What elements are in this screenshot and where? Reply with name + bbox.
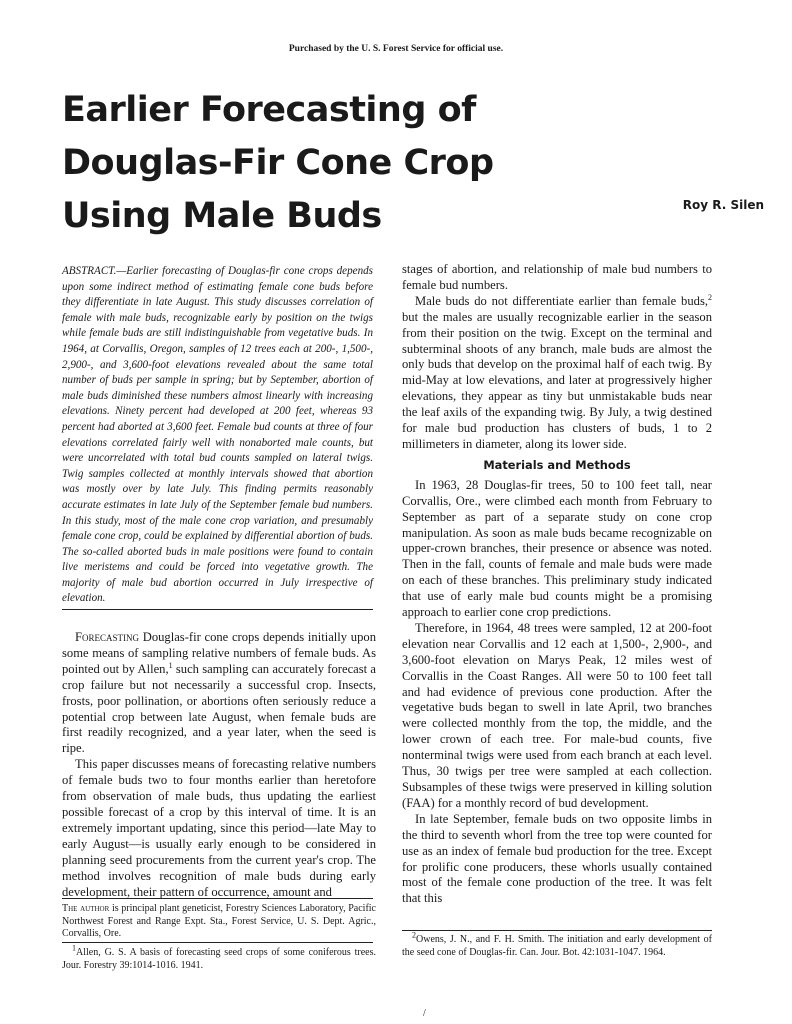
footnote-1-text: Allen, G. S. A basis of forecasting seed crops of some coniferous trees. Jour. Forestry 39:1014-1016. 1941.	[62, 947, 376, 971]
footnote-divider-right	[402, 930, 712, 931]
title-line-3: Using Male Buds	[62, 196, 382, 236]
title-line-2: Douglas-Fir Cone Crop	[62, 143, 494, 183]
footnote-divider-2	[62, 942, 373, 943]
methods-paragraph-1: In 1963, 28 Douglas-fir trees, 50 to 100 feet tall, near Corvallis, Ore., were climbed each month from February to September as part of a separate study on cone crop manipulation. As soon as male buds became recognizable on upper-crown branches, their presence or absence was noted. Then in the fall, counts of female and male buds were made on each of these branches. This preliminary study indicated that use of early male bud counts might be a promising approach to earlier cone crop predictions.	[402, 477, 712, 620]
intro-text-end: such sampling can accurately forecast a crop failure but not necessarily a successful crop. Insects, frosts, poor pollination, or abortions often seriously reduce a potential crop between late August, when female buds are first readily recognized, and a year later, when the seed is ripe.	[62, 661, 376, 756]
purpose-paragraph: This paper discusses means of forecasting relative numbers of female buds two to four months earlier than heretofore from observation of male buds, thus updating the earliest possible forecast of a crop by this interval of time. It is an extremely important updating, since this period—late May to early August—is usually early enough to be considered in planning seed procurements from the current year's crop. The method involves recognition of male buds during early development, their pattern of occurrence, amount and	[62, 757, 376, 899]
purchase-note: Purchased by the U. S. Forest Service for official use.	[288, 44, 504, 54]
abstract-divider	[62, 609, 373, 610]
footnote-1-number: 1	[72, 943, 76, 953]
intro-text: Douglas-fir cone crops depends initially upon some means of sampling relative numbers of female buds. As pointed out by Allen,	[62, 630, 376, 676]
lead-word: Forecasting	[75, 630, 140, 644]
male-buds-paragraph	[402, 294, 712, 453]
footnote-2-number: 2	[412, 930, 416, 940]
body-column-left	[62, 630, 376, 900]
footnote-divider	[62, 898, 373, 899]
footnote-2	[402, 930, 712, 959]
footnote-ref-2: 2	[708, 292, 712, 302]
continued-paragraph: stages of abortion, and relationship of male bud numbers to female bud numbers.	[402, 262, 712, 292]
margin-mark: /	[423, 1008, 426, 1019]
author-footnote-lead: The author	[62, 903, 110, 914]
section-heading-methods: Materials and Methods	[483, 457, 631, 472]
male-buds-text: Male buds do not differentiate earlier than female buds,	[415, 293, 708, 308]
article-title	[62, 84, 582, 243]
footnote-ref-1: 1	[168, 660, 173, 670]
author-footnote-text: is principal plant geneticist, Forestry Sciences Laboratory, Pacific Northwest Forest and Range Expt. Sta., Forest Service, U. S. Dept. Agric., Corvallis, Ore.	[62, 903, 376, 940]
male-buds-text-end: but the males are usually recognizable earlier in the season from their position on the twig. Except on the terminal and subterminal shoots of any branch, male buds are almost the only buds that develop on the proximal half of each twig. By mid-May at low elevations, and later at progressively higher elevations, they appear as tiny but unmistakable buds near the leaf axils of the expanding twig. By July, a twig destined for male bud production has clusters of buds, 1 to 2 millimeters in diameter, along its lower side.	[402, 309, 712, 451]
footnote-2-text: Owens, J. N., and F. H. Smith. The initiation and early development of the seed cone of Douglas-fir. Can. Jour. Bot. 42:1031-1047. 1964.	[402, 934, 712, 958]
body-column-right	[402, 262, 712, 907]
author-name: Roy R. Silen	[682, 198, 764, 212]
author-footnote	[62, 903, 376, 941]
intro-paragraph	[62, 630, 376, 757]
footnote-1	[62, 943, 376, 972]
abstract: ABSTRACT.—Earlier forecasting of Douglas-fir cone crops depends upon some indirect method of estimating female cone buds before they differentiate in late August. This study discusses correlation of female with male buds, recognizable early by position on the twigs while female buds are still indistinguishable from vegetative buds. In 1964, at Corvallis, Oregon, samples of 12 trees each at 200-, 1,500-, 2,900-, and 3,600-foot elevations revealed about the same total number of buds per sample in spring; but by September, abortion of male buds diminished these numbers almost linearly with increasing elevations. Ninety percent had developed at 200 feet, whereas 93 percent had aborted at 3,600 feet. Female bud counts at three of four elevations correlated fairly well with nonaborted male counts, but were uncorrelated with total bud counts sampled on lateral twigs. Twig samples collected at monthly intervals showed that abortion was mostly over by late July. This finding permits reasonably accurate estimates in late July of the September female bud numbers. In this study, most of the male cone crop variation, and presumably female cone crop, could be explained by differential abortion of buds. The so-called aborted buds in male positions were found to contain live meristems and could be forced into vegetative growth. The majority of male bud abortion occurred in July irrespective of elevation.	[62, 265, 373, 605]
methods-paragraph-2: Therefore, in 1964, 48 trees were sampled, 12 at 200-foot elevation near Corvallis and 12 each at 1,500-, 2,900-, and 3,600-foot elevation on Marys Peak, 12 miles west of Corvallis in the Coast Ranges. All were 50 to 100 feet tall and had evidence of previous cone production. After the vegetative buds began to swell in late April, two branches were collected monthly from the top, the middle, and the lower crown of each tree. For male-bud counts, five nonterminal twigs were used from each branch at each level. Thus, 30 twigs per tree were sampled at each collection. Subsamples of these twigs were preserved in killing solution (FAA) for a monthly record of bud development.	[402, 620, 712, 810]
title-line-1: Earlier Forecasting of	[62, 90, 476, 130]
methods-paragraph-3: In late September, female buds on two opposite limbs in the third to seventh whorl from the tree top were counted for use as an index of female bud production for the tree. Except for prolific cone producers, these whorls usually contained most of the female cone production of the tree. It was felt that this	[402, 811, 712, 906]
